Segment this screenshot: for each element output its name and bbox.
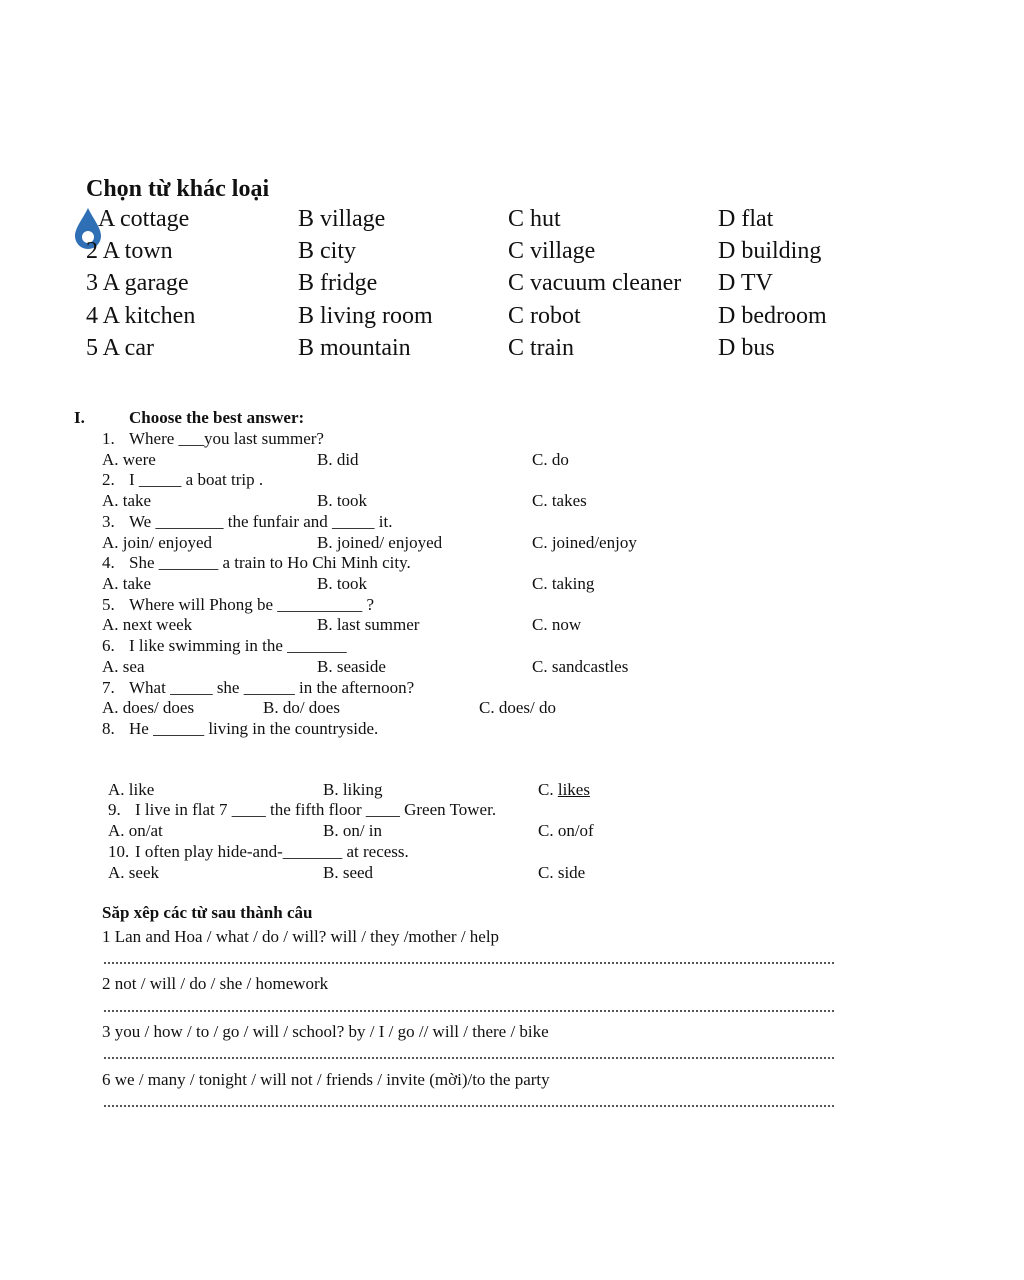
answer-b: B. took — [317, 491, 368, 510]
answer-b: B. seaside — [317, 657, 386, 676]
answer-b: B. do/ does — [263, 698, 340, 717]
option-d: D building — [718, 238, 822, 264]
question-text: He ______ living in the countryside. — [129, 719, 379, 738]
option-b: B village — [298, 206, 386, 232]
answer-c: C. side — [538, 863, 586, 882]
question-number: 7. — [102, 678, 115, 697]
question-text: I often play hide-and-_______ at recess. — [135, 842, 409, 861]
option-c: C hut — [508, 206, 561, 232]
answer-line[interactable] — [104, 1010, 834, 1012]
answer-b: B. took — [317, 574, 368, 593]
question-text: I live in flat 7 ____ the fifth floor ____ Green Tower. — [135, 800, 497, 819]
answer-line[interactable] — [104, 1057, 834, 1059]
question-text: I like swimming in the _______ — [129, 636, 347, 655]
answer-a: A. join/ enjoyed — [102, 533, 213, 552]
option-a: 5 A car — [86, 335, 154, 361]
question-number: 3. — [102, 512, 115, 531]
answer-a: A. next week — [102, 615, 193, 634]
question-text: Where ___you last summer? — [129, 429, 324, 448]
answer-b: B. liking — [323, 780, 383, 799]
question-number: 6. — [102, 636, 115, 655]
option-a: 3 A garage — [86, 270, 189, 296]
answer-line[interactable] — [104, 1105, 834, 1107]
answer-c: C. joined/enjoy — [532, 533, 637, 552]
answer-a: A. were — [102, 450, 156, 469]
question-text: We ________ the funfair and _____ it. — [129, 512, 393, 531]
answer-c: C. taking — [532, 574, 595, 593]
answer-a: A. take — [102, 491, 152, 510]
answer-a: A. sea — [102, 657, 145, 676]
answer-c: C. on/of — [538, 821, 594, 840]
answer-c: C. does/ do — [479, 698, 556, 717]
option-b: B mountain — [298, 335, 411, 361]
question-text: Where will Phong be __________ ? — [129, 595, 375, 614]
answer-a: A. take — [102, 574, 152, 593]
question-number: 9. — [108, 800, 121, 819]
question-number: 5. — [102, 595, 115, 614]
question-number: 8. — [102, 719, 115, 738]
option-d: D bus — [718, 335, 775, 361]
answer-c: C. likes — [538, 780, 590, 799]
answer-c-underlined: likes — [557, 780, 590, 799]
answer-b: B. joined/ enjoyed — [317, 533, 443, 552]
choose-best-answer-title: Choose the best answer: — [129, 408, 305, 427]
answer-c: C. do — [532, 450, 569, 469]
question-text: I _____ a boat trip . — [129, 470, 264, 489]
answer-b: B. seed — [323, 863, 374, 882]
option-b: B city — [298, 238, 356, 264]
question-number: 1. — [102, 429, 115, 448]
answer-a: A. seek — [108, 863, 159, 882]
answer-line[interactable] — [104, 962, 834, 964]
answer-b: B. last summer — [317, 615, 420, 634]
option-d: D TV — [718, 270, 773, 296]
option-c: C vacuum cleaner — [508, 270, 682, 296]
option-c: C train — [508, 335, 574, 361]
answer-b: B. did — [317, 450, 359, 469]
question-number: 4. — [102, 553, 115, 572]
rearrange-item: 3 you / how / to / go / will / school? by / I / go // will / there / bike — [102, 1022, 549, 1041]
answer-c: C. takes — [532, 491, 587, 510]
rearrange-item: 1 Lan and Hoa / what / do / will? will / they /mother / help — [102, 927, 500, 946]
question-number: 10. — [108, 842, 130, 861]
option-d: D flat — [718, 206, 774, 232]
answer-a: A. like — [108, 780, 155, 799]
rearrange-title: Săp xêp các từ sau thành câu — [102, 903, 313, 922]
odd-one-out-title: Chọn từ khác loại — [86, 176, 270, 202]
answer-a: A. does/ does — [102, 698, 195, 717]
answer-b: B. on/ in — [323, 821, 383, 840]
option-a: 4 A kitchen — [86, 303, 196, 329]
rearrange-item: 2 not / will / do / she / homework — [102, 974, 329, 993]
option-a: A cottage — [98, 206, 190, 232]
option-c: C village — [508, 238, 596, 264]
answer-c: C. sandcastles — [532, 657, 629, 676]
answer-c: C. now — [532, 615, 582, 634]
option-d: D bedroom — [718, 303, 827, 329]
rearrange-item: 6 we / many / tonight / will not / friends / invite (mời)/to the party — [102, 1070, 550, 1089]
option-a: 2 A town — [86, 238, 173, 264]
answer-a: A. on/at — [108, 821, 163, 840]
question-number: 2. — [102, 470, 115, 489]
option-c: C robot — [508, 303, 581, 329]
question-text: What _____ she ______ in the afternoon? — [129, 678, 415, 697]
question-text: She _______ a train to Ho Chi Minh city. — [129, 553, 411, 572]
section-number: I. — [74, 408, 85, 427]
option-b: B fridge — [298, 270, 378, 296]
option-b: B living room — [298, 303, 433, 329]
